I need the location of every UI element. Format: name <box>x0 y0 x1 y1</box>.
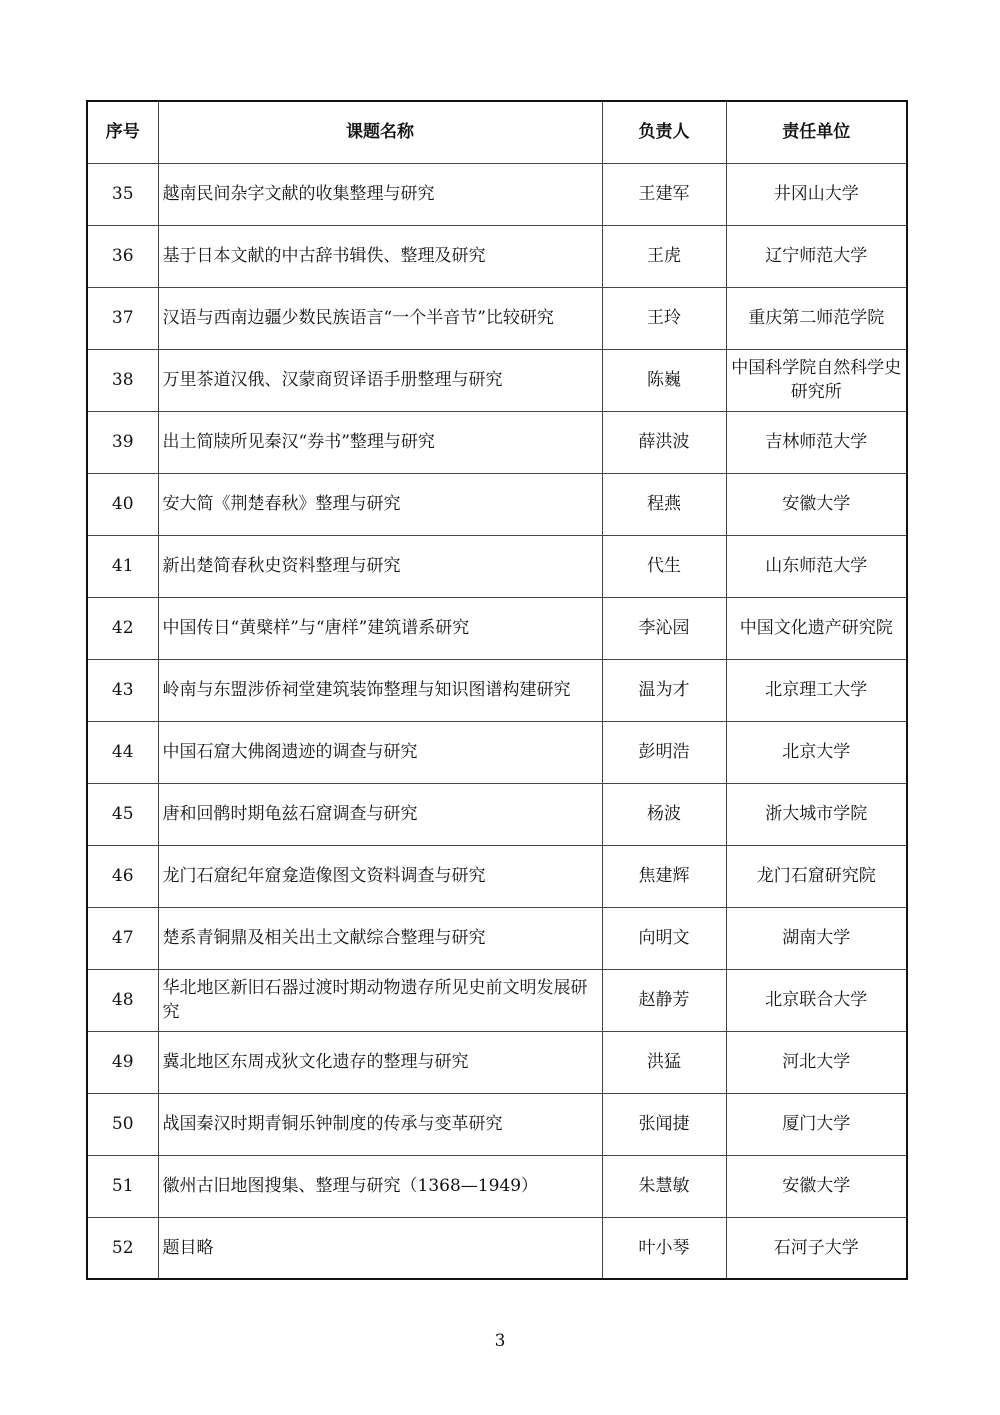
leader-cell: 赵静芳 <box>602 969 726 1031</box>
unit-cell: 湖南大学 <box>726 907 907 969</box>
row-number-cell: 44 <box>87 721 158 783</box>
table-row <box>87 907 907 969</box>
header-unit: 责任单位 <box>726 101 907 163</box>
leader-cell: 温为才 <box>602 659 726 721</box>
table-row <box>87 411 907 473</box>
table-row <box>87 659 907 721</box>
row-number-cell: 49 <box>87 1031 158 1093</box>
leader-cell: 王虎 <box>602 225 726 287</box>
table-row <box>87 349 907 411</box>
leader-cell: 焦建辉 <box>602 845 726 907</box>
row-number-cell: 45 <box>87 783 158 845</box>
row-number-cell: 36 <box>87 225 158 287</box>
leader-cell: 叶小琴 <box>602 1217 726 1279</box>
leader-cell: 李沁园 <box>602 597 726 659</box>
row-number-cell: 47 <box>87 907 158 969</box>
unit-cell: 河北大学 <box>726 1031 907 1093</box>
table-row <box>87 969 907 1031</box>
leader-cell: 代生 <box>602 535 726 597</box>
project-title-cell: 汉语与西南边疆少数民族语言“一个半音节”比较研究 <box>158 287 602 349</box>
row-number-cell: 52 <box>87 1217 158 1279</box>
row-number-cell: 42 <box>87 597 158 659</box>
unit-cell: 安徽大学 <box>726 473 907 535</box>
leader-cell: 杨波 <box>602 783 726 845</box>
leader-cell: 彭明浩 <box>602 721 726 783</box>
unit-cell: 北京大学 <box>726 721 907 783</box>
project-title-cell: 唐和回鹘时期龟兹石窟调查与研究 <box>158 783 602 845</box>
project-title-cell: 徽州古旧地图搜集、整理与研究（1368—1949） <box>158 1155 602 1217</box>
unit-cell: 浙大城市学院 <box>726 783 907 845</box>
page-number: 3 <box>494 1331 506 1351</box>
row-number-cell: 40 <box>87 473 158 535</box>
leader-cell: 朱慧敏 <box>602 1155 726 1217</box>
leader-cell: 薛洪波 <box>602 411 726 473</box>
leader-cell: 张闻捷 <box>602 1093 726 1155</box>
row-number-cell: 38 <box>87 349 158 411</box>
project-title-cell: 越南民间杂字文献的收集整理与研究 <box>158 163 602 225</box>
leader-cell: 洪猛 <box>602 1031 726 1093</box>
leader-cell: 向明文 <box>602 907 726 969</box>
leader-cell: 程燕 <box>602 473 726 535</box>
table-row <box>87 1031 907 1093</box>
header-title: 课题名称 <box>158 101 602 163</box>
table-row <box>87 225 907 287</box>
table-header-row <box>87 101 907 163</box>
table-row <box>87 1155 907 1217</box>
row-number-cell: 37 <box>87 287 158 349</box>
project-title-cell: 岭南与东盟涉侨祠堂建筑装饰整理与知识图谱构建研究 <box>158 659 602 721</box>
row-number-cell: 35 <box>87 163 158 225</box>
unit-cell: 重庆第二师范学院 <box>726 287 907 349</box>
leader-cell: 王建军 <box>602 163 726 225</box>
project-title-cell: 战国秦汉时期青铜乐钟制度的传承与变革研究 <box>158 1093 602 1155</box>
table-body <box>87 163 907 1279</box>
row-number-cell: 51 <box>87 1155 158 1217</box>
project-title-cell: 题目略 <box>158 1217 602 1279</box>
project-title-cell: 中国传日“黄檗样”与“唐样”建筑谱系研究 <box>158 597 602 659</box>
table-row <box>87 845 907 907</box>
project-title-cell: 基于日本文献的中古辞书辑佚、整理及研究 <box>158 225 602 287</box>
unit-cell: 安徽大学 <box>726 1155 907 1217</box>
table-row <box>87 535 907 597</box>
project-title-cell: 万里茶道汉俄、汉蒙商贸译语手册整理与研究 <box>158 349 602 411</box>
row-number-cell: 39 <box>87 411 158 473</box>
project-title-cell: 出土简牍所见秦汉“券书”整理与研究 <box>158 411 602 473</box>
unit-cell: 中国文化遗产研究院 <box>726 597 907 659</box>
unit-cell: 石河子大学 <box>726 1217 907 1279</box>
row-number-cell: 50 <box>87 1093 158 1155</box>
table-row <box>87 287 907 349</box>
table-row <box>87 783 907 845</box>
unit-cell: 吉林师范大学 <box>726 411 907 473</box>
table-row <box>87 721 907 783</box>
unit-cell: 厦门大学 <box>726 1093 907 1155</box>
row-number-cell: 46 <box>87 845 158 907</box>
unit-cell: 山东师范大学 <box>726 535 907 597</box>
row-number-cell: 43 <box>87 659 158 721</box>
unit-cell: 北京联合大学 <box>726 969 907 1031</box>
project-title-cell: 华北地区新旧石器过渡时期动物遗存所见史前文明发展研究 <box>158 969 602 1031</box>
leader-cell: 王玲 <box>602 287 726 349</box>
unit-cell: 龙门石窟研究院 <box>726 845 907 907</box>
unit-cell: 辽宁师范大学 <box>726 225 907 287</box>
project-title-cell: 楚系青铜鼎及相关出土文献综合整理与研究 <box>158 907 602 969</box>
table-row <box>87 1093 907 1155</box>
project-table <box>86 100 908 1280</box>
leader-cell: 陈巍 <box>602 349 726 411</box>
header-no: 序号 <box>87 101 158 163</box>
project-title-cell: 冀北地区东周戎狄文化遗存的整理与研究 <box>158 1031 602 1093</box>
row-number-cell: 41 <box>87 535 158 597</box>
unit-cell: 井冈山大学 <box>726 163 907 225</box>
header-lead: 负责人 <box>602 101 726 163</box>
table-row <box>87 163 907 225</box>
table-row <box>87 597 907 659</box>
table-row <box>87 1217 907 1279</box>
unit-cell: 北京理工大学 <box>726 659 907 721</box>
project-title-cell: 中国石窟大佛阁遗迹的调查与研究 <box>158 721 602 783</box>
project-title-cell: 安大简《荆楚春秋》整理与研究 <box>158 473 602 535</box>
project-title-cell: 新出楚简春秋史资料整理与研究 <box>158 535 602 597</box>
project-title-cell: 龙门石窟纪年窟龛造像图文资料调查与研究 <box>158 845 602 907</box>
unit-cell: 中国科学院自然科学史研究所 <box>726 349 907 411</box>
row-number-cell: 48 <box>87 969 158 1031</box>
table-row <box>87 473 907 535</box>
